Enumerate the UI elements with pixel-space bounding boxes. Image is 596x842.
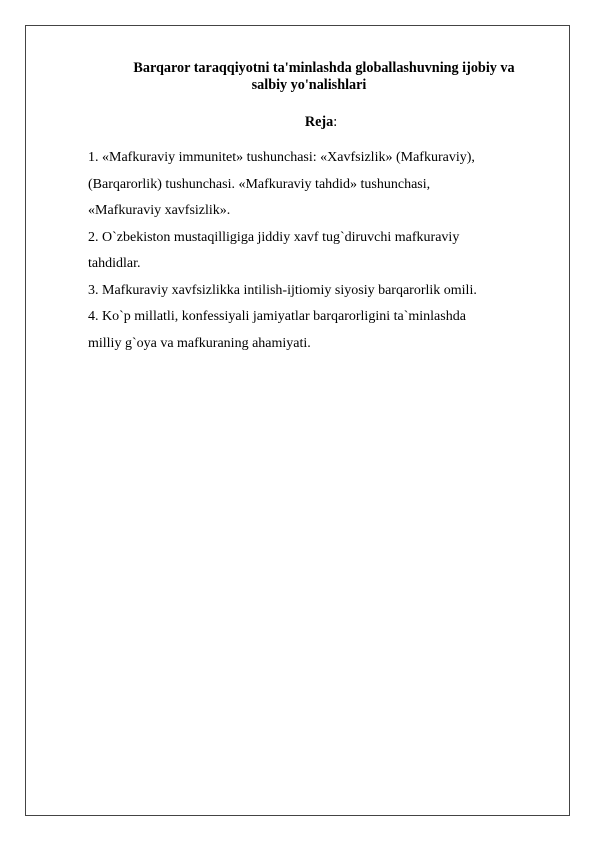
plan-line-7: 4. Ko`p millatli, konfessiyali jamiyatlar barqarorligini ta`minlashda [88,309,466,324]
plan-line-5: tahdidlar. [88,256,141,271]
document-title-line-1: Barqaror taraqqiyotni ta'minlashda globallashuvning ijobiy va [133,60,515,76]
plan-line-4: 2. O`zbekiston mustaqilligiga jiddiy xavf tug`diruvchi mafkuraviy [88,229,460,245]
plan-list [88,145,548,357]
plan-label: Reja [304,114,334,130]
document-title-line-2: salbiy yo'nalishlari [251,77,367,93]
plan-line-6: 3. Mafkuraviy xavfsizlikka intilish-ijtiomiy siyosiy barqarorlik omili. [88,282,477,298]
plan-line-2: (Barqarorlik) tushunchasi. «Mafkuraviy tahdid» tushunchasi, [88,176,431,192]
plan-colon: : [333,114,338,130]
plan-line-3: «Mafkuraviy xavfsizlik». [88,203,231,218]
page-border [25,25,570,816]
plan-heading [0,114,596,131]
plan-line-1: 1. «Mafkuraviy immunitet» tushunchasi: «Xavfsizlik» (Mafkuraviy), [88,150,475,165]
plan-line-8: milliy g`oya va mafkuraning ahamiyati. [88,335,311,351]
